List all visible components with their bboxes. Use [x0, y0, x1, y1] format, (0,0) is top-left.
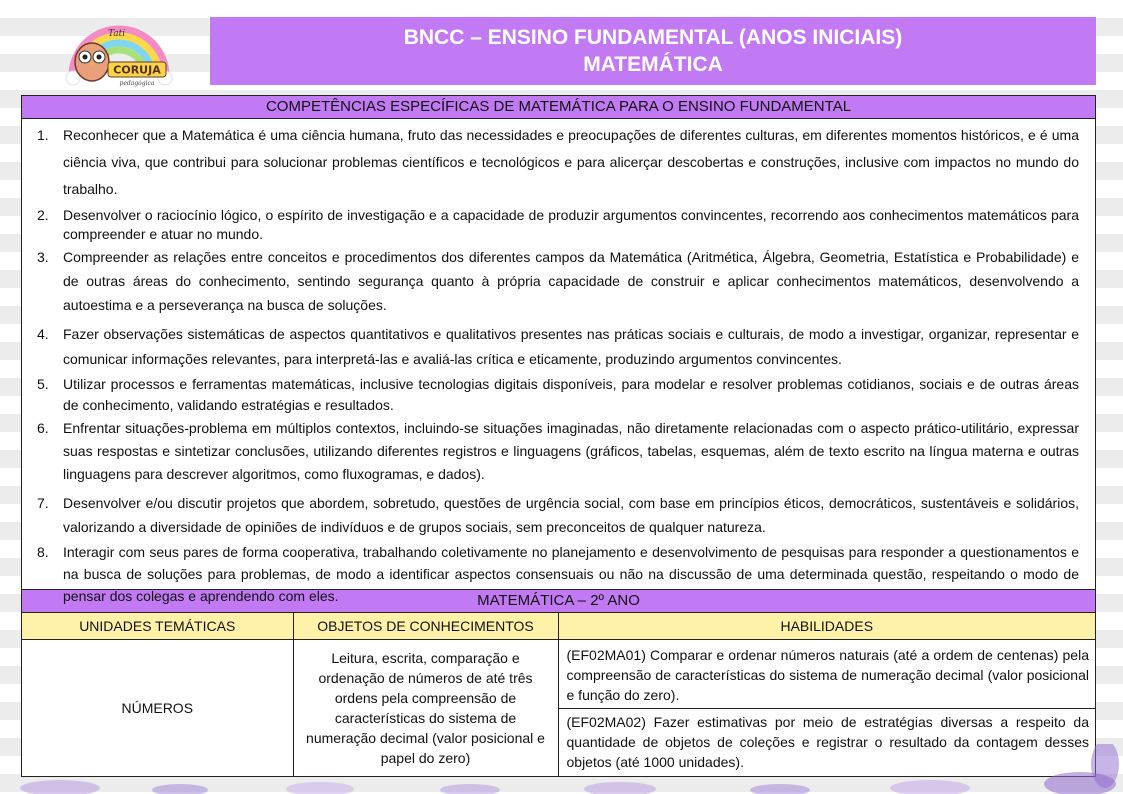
header-title-line2: MATEMÁTICA [583, 53, 723, 76]
skills-table [22, 613, 1095, 777]
competency-text: Desenvolver e/ou discutir projetos que abordem, sobretudo, questões de urgência social, com base em princípios éticos, democráticos, sustentáveis e solidários, valorizando a diversidade de opiniões de indivíduos e de grupos sociais, sem preconceitos de qualquer natureza. [63, 495, 1079, 535]
competency-number: 4. [37, 326, 49, 342]
page-header [210, 17, 1096, 85]
competency-number: 7. [37, 495, 49, 511]
competency-number: 5. [37, 376, 49, 392]
competency-4 [34, 322, 1079, 372]
competency-7 [34, 491, 1079, 539]
skill-ef02ma02: (EF02MA02) Fazer estimativas por meio de estratégias diversas a respeito da quantidade de objetos de coleções e registrar o resultado da contagem desses objetos (até 1000 unidades). [559, 708, 1096, 775]
table-row [22, 640, 1095, 777]
skill-ef02ma01: (EF02MA01) Comparar e ordenar números naturais (até a ordem de centenas) pela compreensão de características do sistema de numeração decimal (valor posicional e função do zero). [566, 646, 1089, 703]
table-header-row [22, 613, 1095, 640]
competency-3 [34, 245, 1079, 317]
grade-heading: MATEMÁTICA – 2º ANO [22, 589, 1095, 613]
competency-text: Fazer observações sistemáticas de aspectos quantitativos e qualitativos presentes nas práticas sociais e culturais, de modo a investigar, organizar, representar e comunicar informações relevantes, para interpretá-las e avaliá-las crítica e eticamente, produzindo argumentos convincentes. [63, 326, 1079, 367]
competency-text: Reconhecer que a Matemática é uma ciência humana, fruto das necessidades e preocupações de diferentes culturas, em diferentes momentos históricos, e é uma ciência viva, que contribui para solucionar problemas científicos e tecnológicos e para alicerçar descobertas e construções, inclusive com impactos no mundo do trabalho. [63, 127, 1079, 197]
competency-number: 8. [37, 544, 49, 560]
competency-6 [34, 417, 1079, 486]
column-header-objects: OBJETOS DE CONHECIMENTOS [293, 613, 558, 640]
thematic-unit-cell: NÚMEROS [22, 640, 293, 777]
competency-number: 3. [37, 249, 49, 265]
competency-text: Enfrentar situações-problema em múltiplos contextos, incluindo-se situações imaginadas, não diretamente relacionadas com o aspecto prático-utilitário, expressar suas respostas e sintetizar conclusões, utilizando diferentes registros e linguagens (gráficos, tabelas, esquemas, além de texto escrito na língua materna e outras linguagens para descrever algoritmos, como fluxogramas, e dados). [63, 420, 1079, 482]
coruja-pedagogica-logo [64, 6, 174, 92]
skills-cell [558, 640, 1095, 777]
competency-text: Desenvolver o raciocínio lógico, o espírito de investigação e a capacidade de produzir argumentos convincentes, recorrendo aos conhecimentos matemáticos para compreender e atuar no mundo. [63, 207, 1079, 242]
competency-5 [34, 374, 1079, 416]
competencies-heading: COMPETÊNCIAS ESPECÍFICAS DE MATEMÁTICA PARA O ENSINO FUNDAMENTAL [22, 96, 1095, 119]
column-header-units: UNIDADES TEMÁTICAS [22, 613, 293, 640]
svg-text:Tati: Tati [108, 29, 126, 39]
competency-2 [34, 206, 1079, 244]
column-header-skills: HABILIDADES [558, 613, 1095, 640]
knowledge-object-cell: Leitura, escrita, comparação e ordenação de números de até três ordens pela compreensão de características do sistema de numeração decimal (valor posicional e papel do zero) [293, 640, 558, 777]
competency-text: Utilizar processos e ferramentas matemáticas, inclusive tecnologias digitais disponíveis, para modelar e resolver problemas cotidianos, sociais e de outras áreas de conhecimento, validando estratégias e resultados. [63, 376, 1079, 413]
competency-1 [34, 122, 1079, 203]
competency-text: Compreender as relações entre conceitos e procedimentos dos diferentes campos da Matemática (Aritmética, Álgebra, Geometria, Estatística e Probabilidade) e de outras áreas do conhecimento, sentindo segurança quanto à própria capacidade de construir e aplicar conhecimentos matemáticos, desenvolvendo a autoestima e a perseverança na busca de soluções. [63, 249, 1079, 313]
competency-number: 1. [37, 127, 49, 143]
svg-text:pedagógica: pedagógica [119, 80, 155, 87]
competency-number: 2. [37, 207, 49, 223]
header-title-line1: BNCC – ENSINO FUNDAMENTAL (ANOS INICIAIS) [403, 26, 903, 49]
competency-number: 6. [37, 420, 49, 436]
svg-text:CORUJA: CORUJA [113, 63, 161, 77]
bncc-sheet [21, 95, 1096, 777]
competency-text: Interagir com seus pares de forma cooperativa, trabalhando coletivamente no planejamento e desenvolvimento de pesquisas para responder a questionamentos e na busca de soluções para problemas, de modo a identificar aspectos consensuais ou não na discussão de uma determinada questão, respeitando o modo de pensar dos colegas e aprendendo com eles. [63, 544, 1079, 604]
